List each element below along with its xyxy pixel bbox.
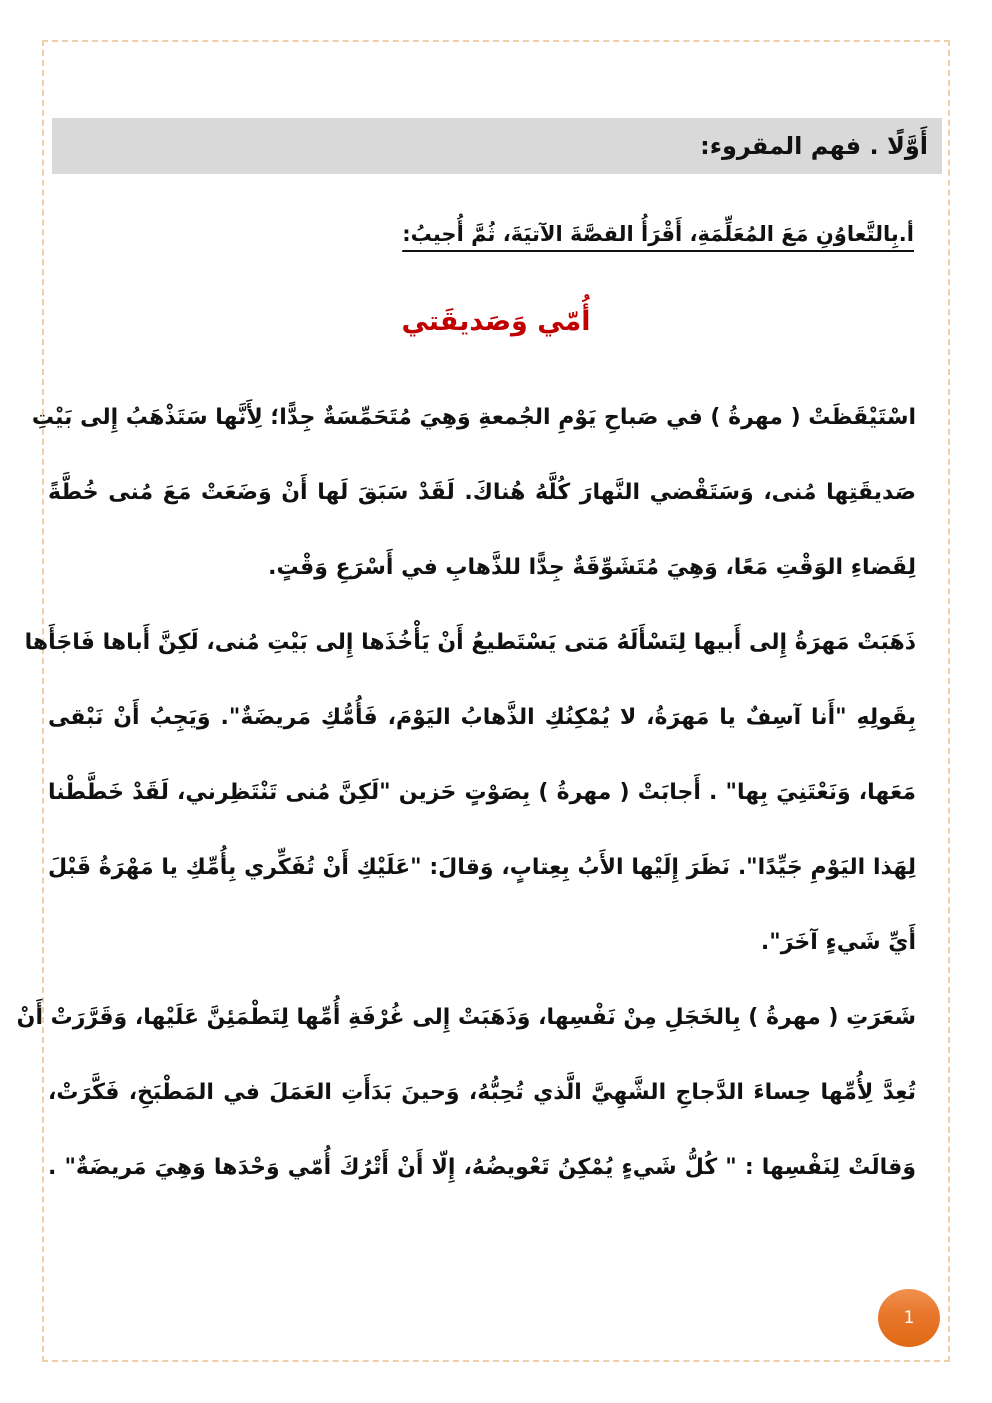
story-line: ذَهَبَتْ مَهرَةُ إِلى أَبيها لِتَسْأَلَهُ مَتى يَسْتَطيعُ أَنْ يَأْخُذَها إِلى بَيْتِ مُنى، لَكِنَّ أَباها فَاجَأَها	[24, 630, 916, 655]
page-number-badge	[878, 1289, 940, 1347]
story-line: تُعِدَّ لِأُمِّها حِساءَ الدَّجاجِ الشَّهِيَّ الَّذي تُحِبُّهُ، وَحينَ بَدَأَتِ العَمَلَ في المَطْبَخِ، فَكَّرَتْ،	[48, 1080, 916, 1105]
section-header-bar	[52, 118, 942, 174]
story-line: مَعَها، وَنَعْتَنِيَ بِها" . أَجابَتْ ( مهرةُ ) بِصَوْتٍ حَزين "لَكِنَّ مُنى تَنْتَظِرني، لَقَدْ خَطَّطْنا	[48, 780, 916, 805]
instruction-text: أ.بِالتَّعاوُنِ مَعَ المُعَلِّمَةِ، أَقْرَأُ القصَّةَ الآتيَةَ، ثُمَّ أُجيبُ:	[402, 222, 914, 246]
instruction-line	[52, 222, 914, 246]
story-line: وَقالَتْ لِنَفْسِها : " كُلُّ شَيءٍ يُمْكِنُ تَعْويضُهُ، إِلّا أَنْ أَتْرُكَ أُمّي وَحْدَها وَهِيَ مَريضَةٌ" .	[48, 1155, 916, 1180]
story-line: اسْتَيْقَظَتْ ( مهرةُ ) في صَباحِ يَوْمِ الجُمعةِ وَهِيَ مُتَحَمِّسَةٌ جِدًّا؛ لِأَنَّها سَتَذْهَبُ إِلى بَيْتِ	[31, 405, 916, 430]
page-number: 1	[903, 1308, 915, 1328]
story-line: شَعَرَتِ ( مهرةُ ) بِالخَجَلِ مِنْ نَفْسِها، وَذَهَبَتْ إِلى غُرْفَةِ أُمِّها لِتَطْمَئِنَّ عَلَيْها، وَقَرَّرَتْ أَنْ	[16, 1005, 916, 1030]
story-line: أَيِّ شَيءٍ آخَرَ".	[760, 930, 916, 955]
story-line: لِهَذا اليَوْمِ جَيِّدًا". نَظَرَ إِلَيْها الأَبُ بِعِتابٍ، وَقالَ: "عَلَيْكِ أَنْ تُفَكِّري بِأُمِّكِ يا مَهْرَةُ قَبْلَ	[48, 855, 916, 880]
story-line: صَديقَتِها مُنى، وَسَتَقْضي النَّهارَ كُلَّهُ هُناكَ. لَقَدْ سَبَقَ لَها أَنْ وَضَعَتْ مَعَ مُنى خُطَّةً	[48, 480, 916, 505]
story-body	[16, 380, 916, 1205]
section-title: أَوَّلًا . فهم المقروء:	[700, 132, 928, 160]
story-line: بِقَولِهِ "أَنا آسِفٌ يا مَهرَةُ، لا يُمْكِنُكِ الذَّهابُ اليَوْمَ، فَأُمُّكِ مَريضَةٌ". وَيَجِبُ أَنْ نَبْقى	[48, 705, 916, 730]
story-line: لِقَضاءِ الوَقْتِ مَعًا، وَهِيَ مُتَشَوِّقَةٌ جِدًّا للذَّهابِ في أَسْرَعِ وَقْتٍ.	[268, 555, 916, 580]
story-title: أُمّي وَصَديقَتي	[401, 306, 591, 337]
